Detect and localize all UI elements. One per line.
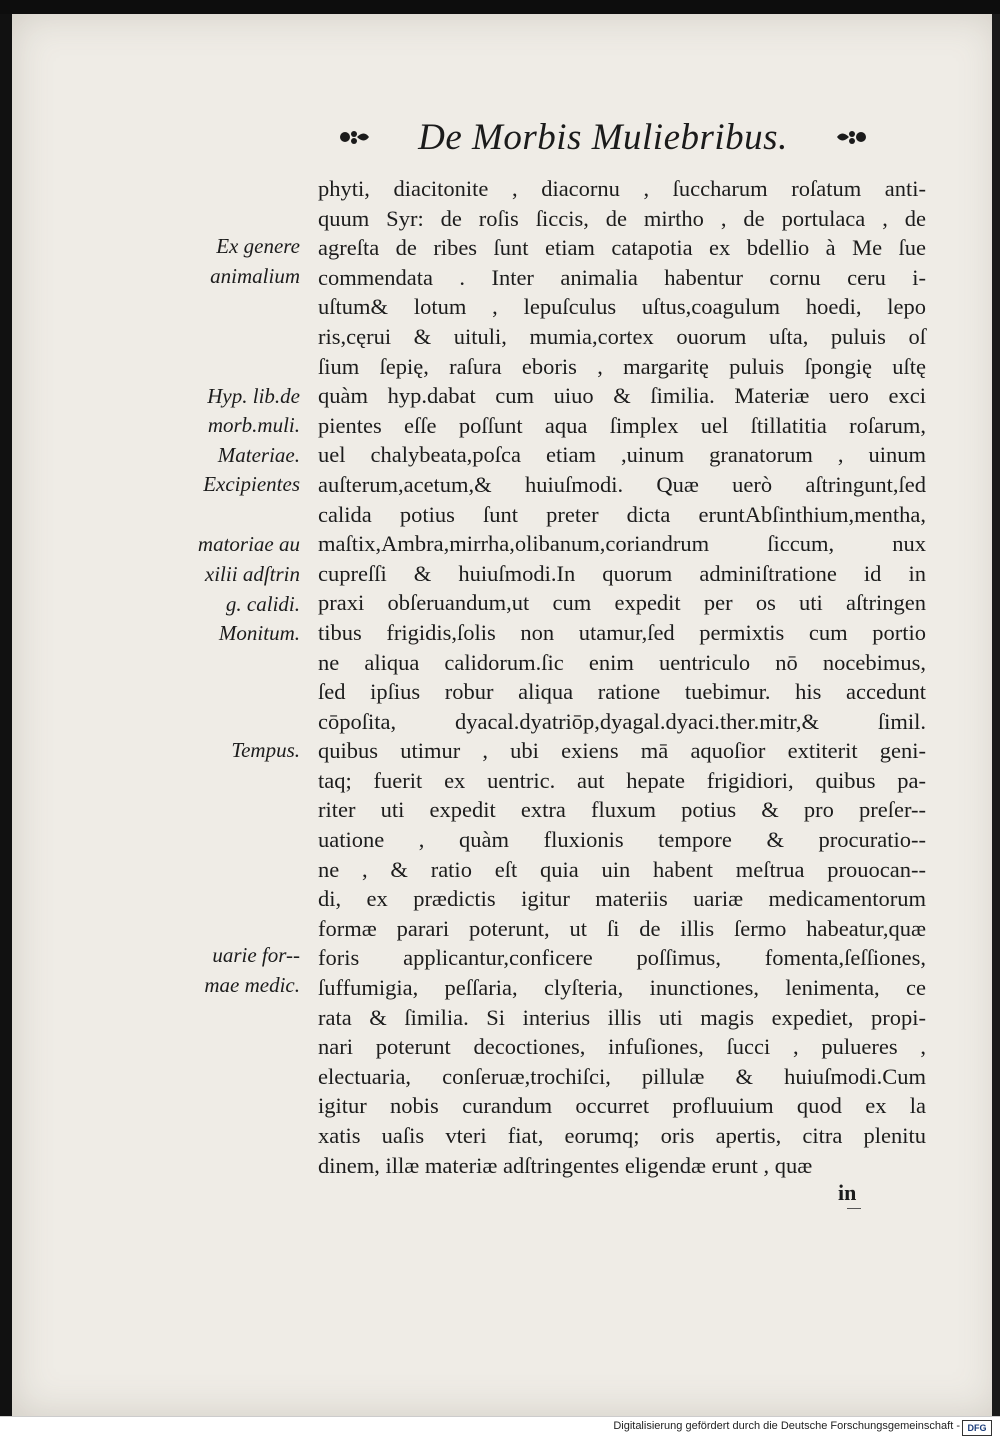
text-line: ris,cęrui & uituli, mumia,cortex ouorum uſta, puluis oſ — [318, 323, 926, 349]
margin-note: Excipientes — [203, 472, 300, 496]
margin-note: g. calidi. — [225, 592, 300, 616]
text-line: cōpoſita, dyacal.dyatriōp,dyagal.dyaci.ther.mitr,& ſimil. — [318, 708, 926, 734]
text-line: di, ex prædictis igitur materiis uariæ medicamentorum — [318, 886, 926, 912]
margin-note: matoriae au — [197, 532, 300, 556]
margin-note: mae medic. — [204, 973, 300, 997]
running-header — [338, 112, 868, 162]
margin-note: uarie for-- — [212, 943, 300, 967]
text-line: ſuffumigia, peſſaria, clyſteria, inunctiones, lenimenta, ce — [318, 975, 926, 1001]
margin-note: Monitum. — [218, 621, 300, 645]
margin-note: Tempus. — [231, 738, 300, 762]
scan-top-border — [0, 0, 1000, 14]
text-line: ſed ipſius robur aliqua ratione tuebimur. his accedunt — [318, 679, 926, 705]
text-line: rata & ſimilia. Si interius illis uti magis expediet, propi- — [318, 1004, 926, 1030]
text-line: tibus frigidis,ſolis non utamur,ſed permixtis cum portio — [318, 619, 926, 645]
text-line: auſterum,acetum,& huiuſmodi. Quæ uerò aſtringunt,ſed — [318, 471, 926, 497]
text-line: igitur nobis curandum occurret profluuium quod ex la — [318, 1093, 926, 1119]
text-line: quàm hyp.dabat cum uiuo & ſimilia. Materiæ uero exci — [318, 383, 926, 409]
text-line: cupreſſi & huiuſmodi.In quorum adminiſtratione id in — [318, 560, 926, 586]
text-line: electuaria, conſeruæ,trochiſci, pillulæ & huiuſmodi.Cum — [318, 1063, 926, 1089]
dfg-logo: DFG — [962, 1420, 992, 1436]
text-line: agreſta de ribes ſunt etiam catapotia ex bdellio à Me ſue — [318, 235, 926, 261]
margin-note: animalium — [210, 264, 300, 288]
margin-note: Hyp. lib.de — [207, 384, 300, 408]
text-line: dinem, illæ materiæ adſtringentes eligendæ erunt , quæ — [318, 1152, 813, 1178]
text-line: xatis uaſis vteri fiat, eorumq; oris apertis, citra plenitu — [318, 1123, 926, 1148]
text-line: formæ parari poterunt, ut ſi de illis ſermo habeatur,quæ — [318, 915, 926, 941]
margin-note: xilii adſtrin — [204, 562, 300, 586]
catchword: in — [838, 1180, 857, 1205]
text-line: ne , & ratio eſt quia uin habent meſtrua prouocan-- — [318, 856, 926, 882]
page-title: De Morbis Muliebribus. — [418, 116, 788, 158]
text-line: foris applicantur,conficere poſſimus, fomenta,ſeſſiones, — [318, 945, 926, 971]
text-line: quibus utimur , ubi exiens mā aquoſior extiterit geni- — [318, 738, 926, 764]
text-line: praxi obſeruandum,ut cum expedit per os uti aſtringen — [318, 590, 926, 616]
text-line: quum Syr: de roſis ſiccis, de mirtho , de portulaca , de — [318, 205, 926, 231]
text-line: uſtum& lotum , lepuſculus uſtus,coagulum hoedi, lepo — [318, 294, 926, 320]
text-line: nari poterunt decoctiones, infuſiones, ſucci , pulueres , — [318, 1034, 926, 1060]
text-line: commendata . Inter animalia habentur cornu ceru i- — [318, 264, 926, 290]
text-line: pientes eſſe poſſunt aqua ſimplex uel ſtillatitia roſarum, — [318, 412, 926, 438]
catchword-rule — [847, 1208, 861, 1209]
text-line: uel chalybeata,poſca etiam ,uinum granatorum , uinum — [318, 442, 926, 468]
text-line: maſtix,Ambra,mirrha,olibanum,coriandrum ſiccum, nux — [318, 531, 926, 557]
margin-note: Ex genere — [216, 234, 300, 258]
fleuron-left-icon — [338, 127, 372, 147]
text-line: calida potius ſunt preter dicta eruntAbſinthium,mentha, — [318, 501, 926, 527]
text-line: ſium ſepię, raſura eboris , margaritę puluis ſpongię uſtę — [318, 353, 926, 379]
funding-notice: Digitalisierung gefördert durch die Deutsche Forschungsgemeinschaft - — [613, 1420, 960, 1432]
margin-note: morb.muli. — [207, 413, 300, 437]
fleuron-right-icon — [834, 127, 868, 147]
text-line: riter uti expedit extra fluxum potius & pro preſer-- — [318, 797, 926, 823]
text-line: ne aliqua calidorum.ſic enim uentriculo nō nocebimus, — [318, 649, 926, 675]
main-text-block — [318, 174, 926, 1180]
margin-note: Materiae. — [217, 443, 300, 467]
scan-right-border — [992, 14, 1000, 1416]
text-line: uatione , quàm fluxionis tempore & procuratio-- — [318, 827, 926, 853]
footer-bar — [0, 1416, 1000, 1438]
text-line: phyti, diacitonite , diacornu , ſuccharum roſatum anti- — [318, 176, 926, 201]
text-line: taq; fuerit ex uentric. aut hepate frigidiori, quibus pa- — [318, 767, 926, 793]
